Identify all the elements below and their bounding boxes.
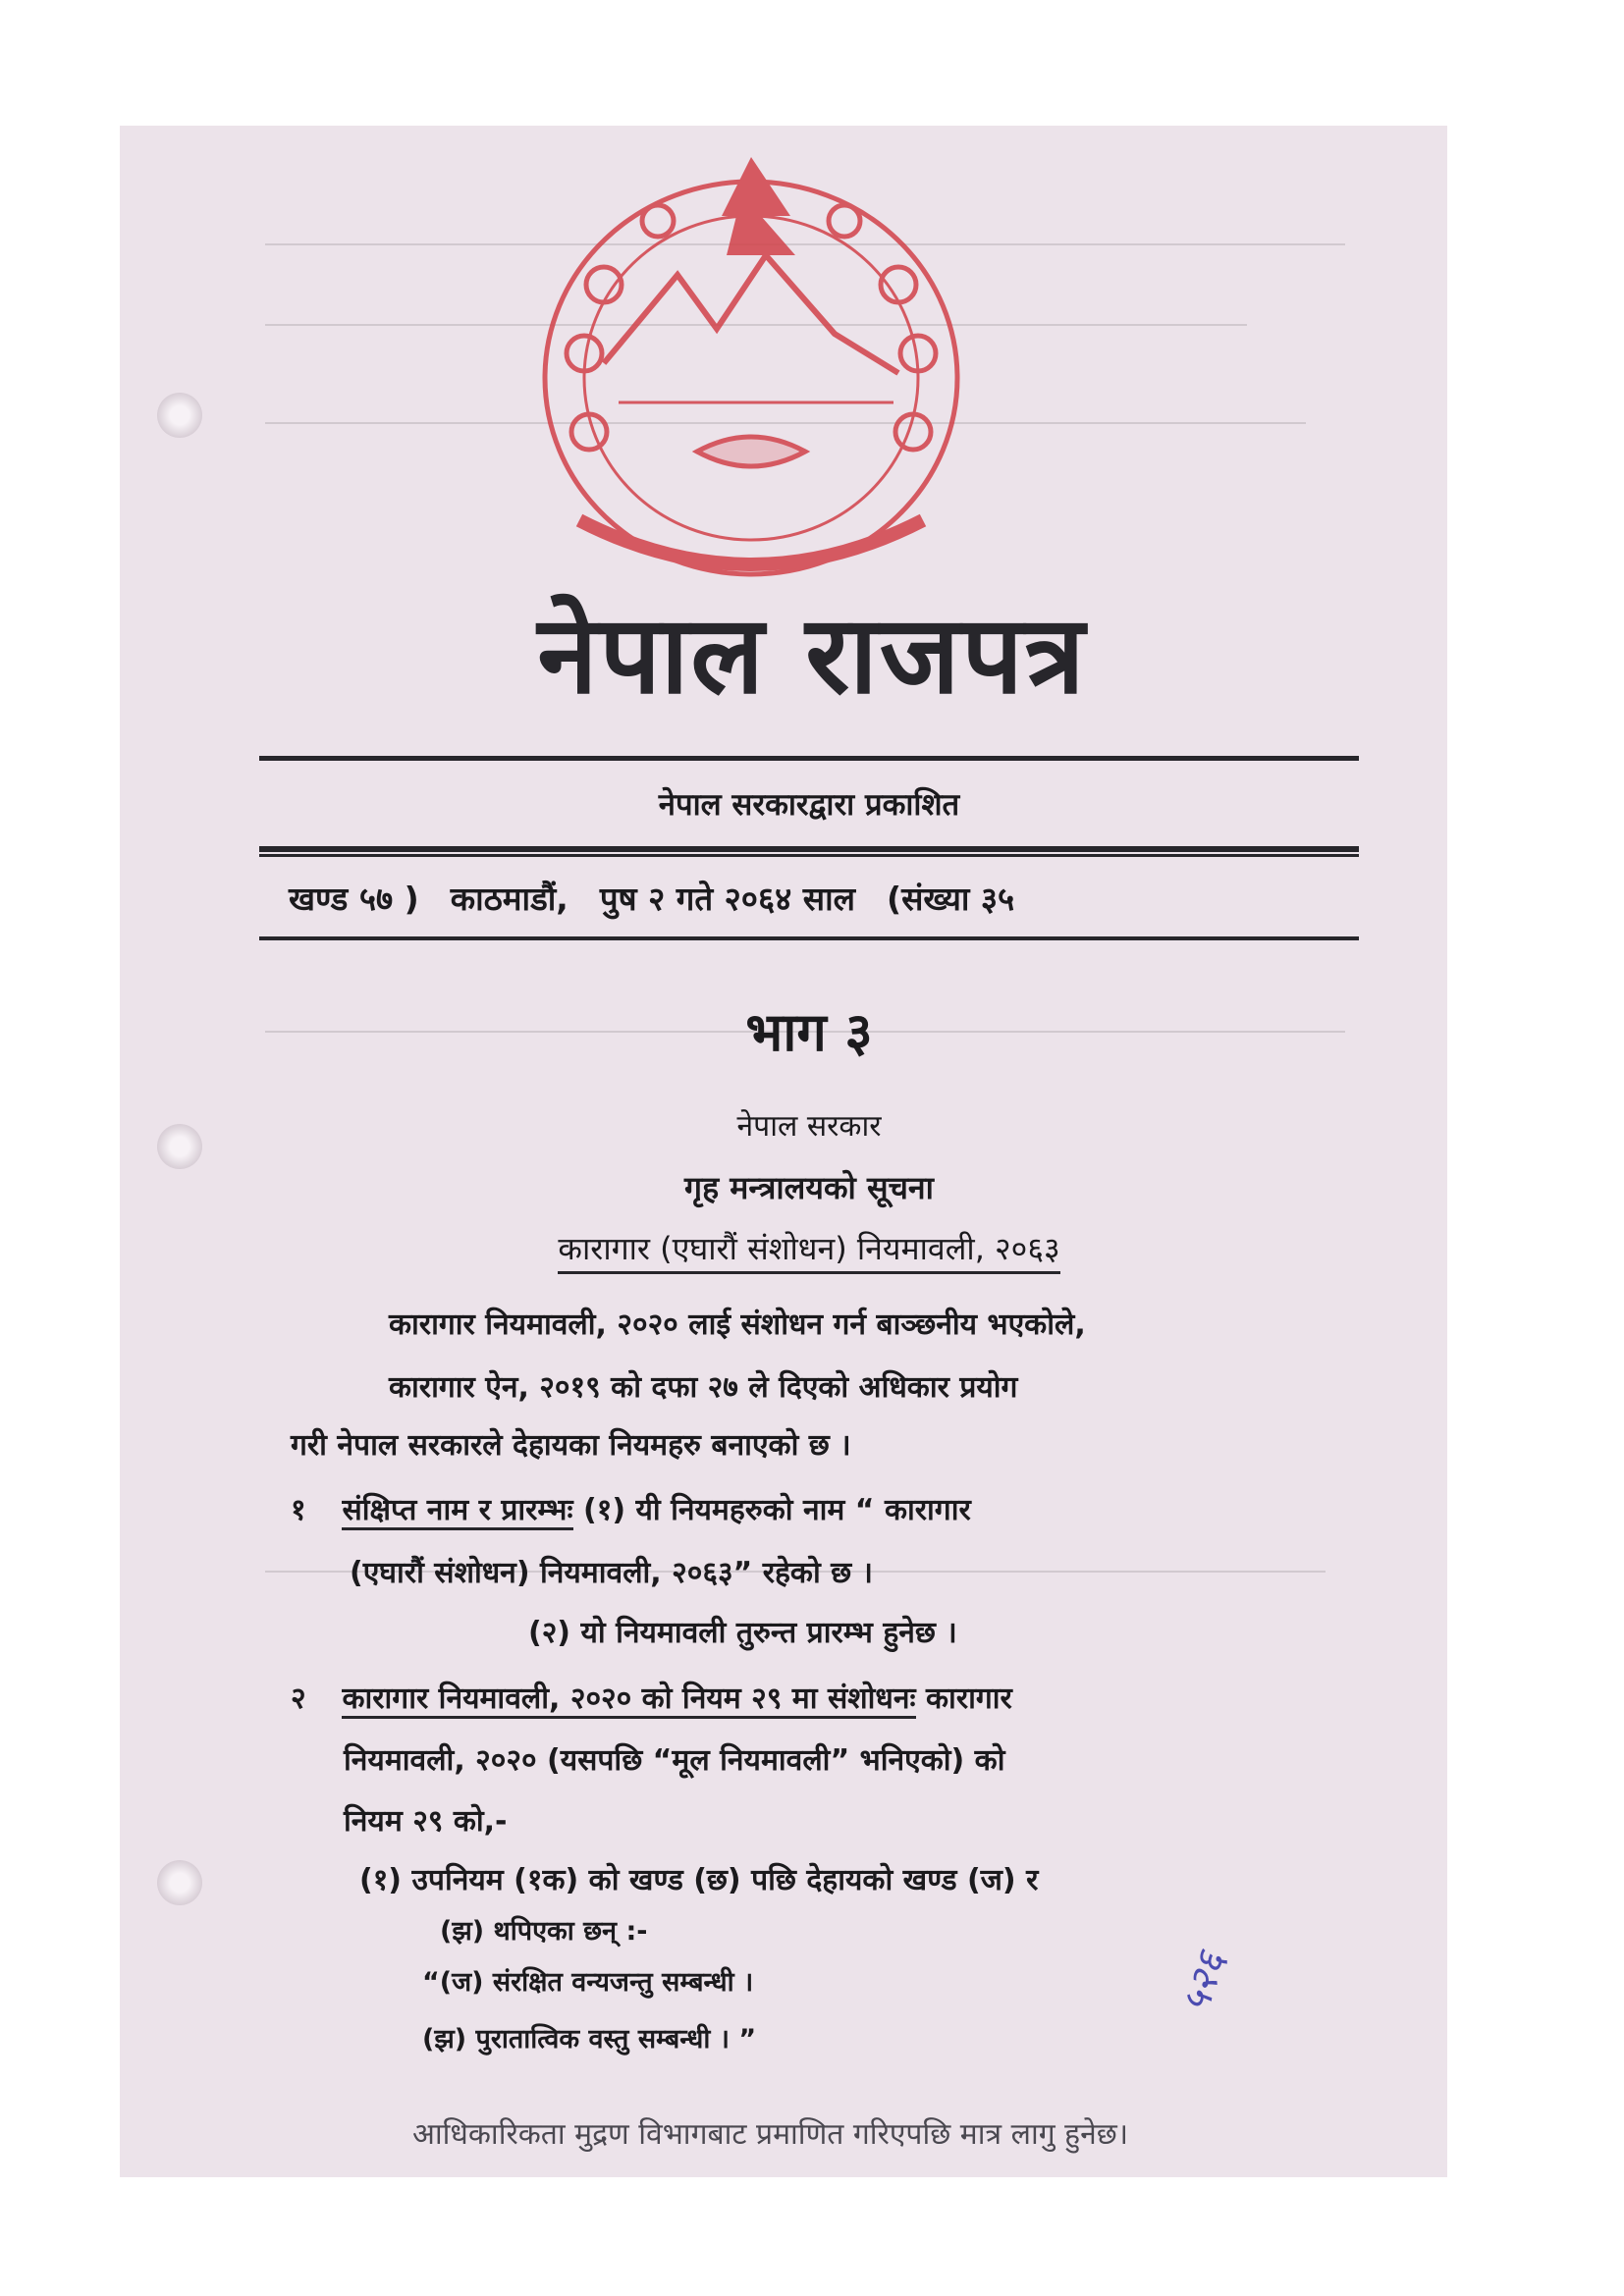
divider [259, 846, 1359, 852]
clause-heading: संक्षिप्त नाम र प्रारम्भः [342, 1493, 572, 1530]
punch-hole [157, 393, 202, 438]
issue-number: (संख्या ३५ [887, 880, 1015, 918]
issue-line [289, 876, 1349, 920]
inserted-clause-jha: (झ) पुरातात्विक वस्तु सम्बन्धी । ” [422, 2024, 757, 2055]
government-heading: नेपाल सरकार [736, 1109, 882, 1144]
issue-place: काठमाडौं, [450, 880, 568, 918]
issue-date: पुष २ गते २०६४ साल [599, 880, 856, 918]
clause-2-subrule-1-continued: (झ) थपिएका छन् :- [440, 1916, 648, 1947]
handwritten-page-number: ५२६ [1172, 1946, 1235, 2019]
clause-2-continued: नियमावली, २०२० (यसपछि “मूल नियमावली” भनिएको) को [344, 1743, 1005, 1778]
publisher-line: नेपाल सरकारद्वारा प्रकाशित [658, 787, 960, 823]
divider [259, 936, 1359, 940]
authenticity-footer: आधिकारिकता मुद्रण विभागबाट प्रमाणित गरिएपछि मात्र लागु हुनेछ। [412, 2117, 1129, 2152]
inserted-clause-ja: “(ज) संरक्षित वन्यजन्तु सम्बन्धी । [422, 1967, 754, 1998]
issue-volume: खण्ड ५७ ) [289, 880, 419, 918]
clause-1-continued: (एघारौं संशोधन) नियमावली, २०६३” रहेको छ । [350, 1556, 874, 1590]
divider [259, 854, 1359, 857]
clause-heading: कारागार नियमावली, २०२० को नियम २९ मा संशोधनः [342, 1682, 915, 1719]
clause-1-subrule-2: (२) यो नियमावली तुरुन्त प्रारम्भ हुनेछ । [528, 1616, 957, 1650]
gazette-title: नेपाल राजपत्र [537, 591, 1087, 718]
punch-hole [157, 1124, 202, 1169]
preamble-paragraph [353, 1294, 1345, 1419]
part-heading: भाग ३ [745, 1001, 873, 1063]
clause-text: (१) यी नियमहरुको नाम “ कारागार [583, 1493, 971, 1527]
clause-text: कारागार [926, 1682, 1012, 1716]
nepal-coat-of-arms-emblem [511, 147, 992, 599]
preamble-line-3: गरी नेपाल सरकारले देहायका नियमहरु बनाएको छ । [291, 1428, 851, 1463]
clause-2-continued-2: नियम २९ को,- [344, 1804, 508, 1839]
preamble-line-2: कारागार ऐन, २०१९ को दफा २७ ले दिएको अधिकार प्रयोग [389, 1370, 1018, 1405]
clause-2 [291, 1669, 1351, 1730]
clause-2-subrule-1: (१) उपनियम (१क) को खण्ड (छ) पछि देहायको खण्ड (ज) र [359, 1863, 1039, 1897]
rules-title [259, 1227, 1359, 1269]
clause-number: २ [291, 1682, 306, 1716]
rules-title-text: कारागार (एघारौं संशोधन) नियमावली, २०६३ [558, 1230, 1059, 1274]
preamble-line-1: कारागार नियमावली, २०२० लाई संशोधन गर्न बाञ्छनीय भएकोले, [389, 1308, 1086, 1342]
divider [259, 756, 1359, 761]
clause-1 [291, 1480, 1351, 1541]
punch-hole [157, 1860, 202, 1905]
ministry-notice-heading: गृह मन्त्रालयको सूचना [684, 1169, 934, 1206]
clause-number: १ [291, 1493, 306, 1527]
